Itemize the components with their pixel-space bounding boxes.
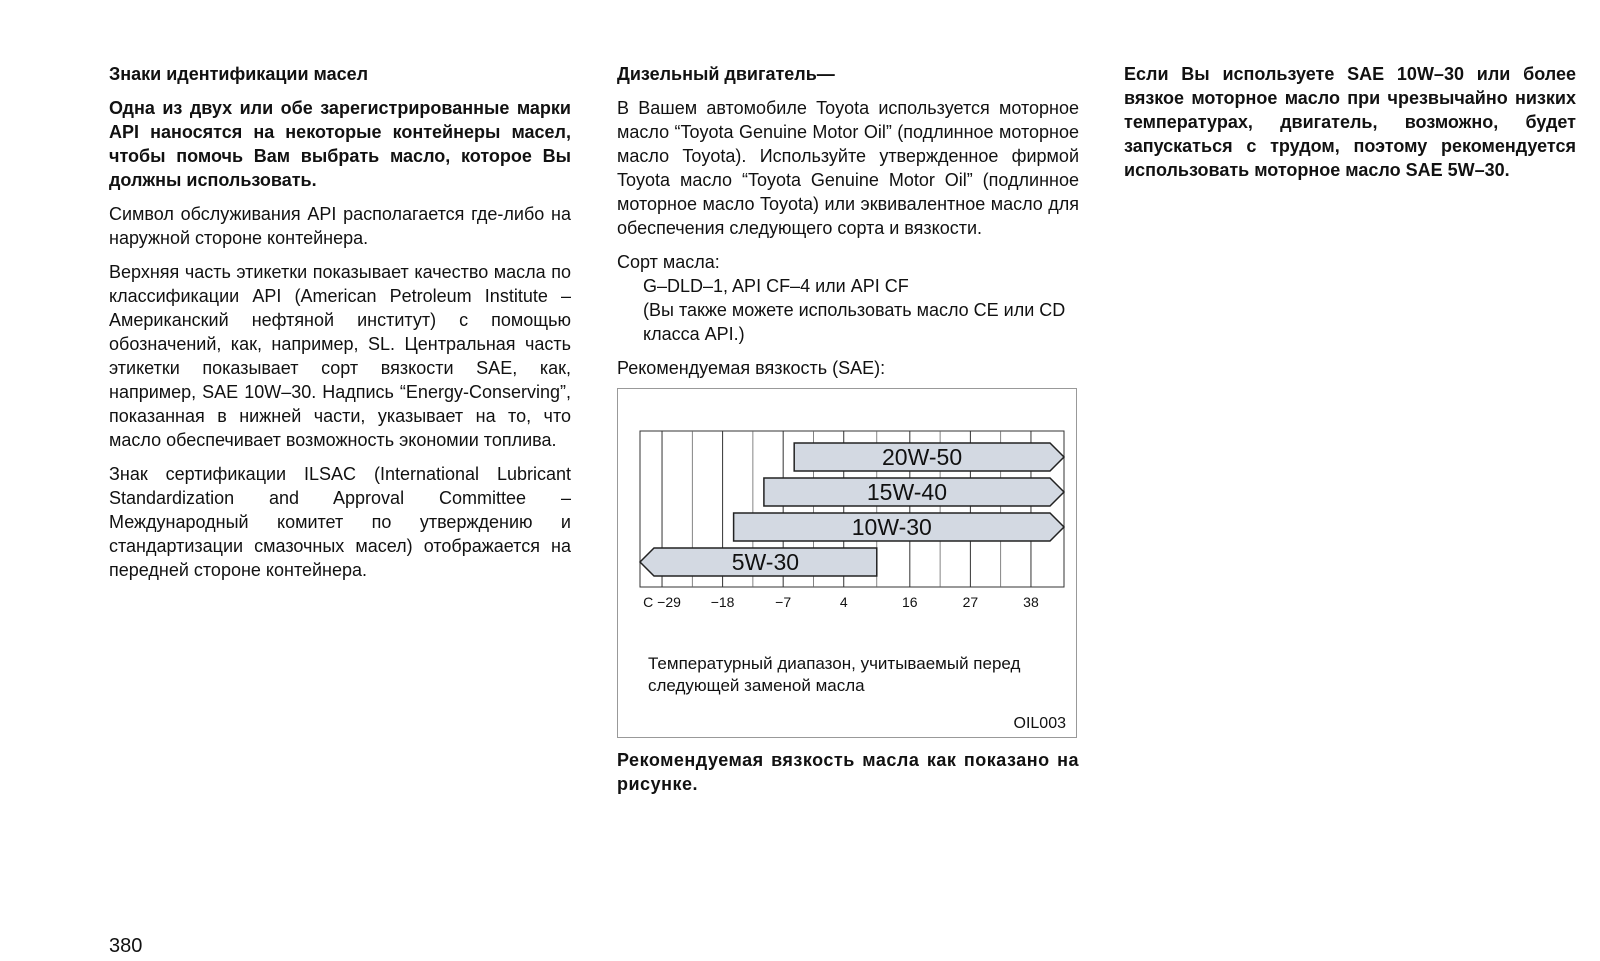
column-1: [109, 60, 571, 582]
viscosity-label: Рекомендуемая вязкость (SAE):: [617, 358, 886, 378]
tick-label: 16: [902, 594, 918, 610]
cold-start-paragraph: Если Вы используете SAE 10W–30 или более вязкое моторное масло при чрезвычайно низких температурах, двигатель, возможно, будет запускаться с трудом, поэтому рекомендуется использовать моторное масло SAE 5W–30.: [1124, 64, 1576, 180]
figure-code: OIL003: [1013, 715, 1066, 732]
tick-label: C −29: [643, 594, 681, 610]
oil-grade-label: Сорт масла:: [617, 252, 720, 272]
ilsac-paragraph: Знак сертификации ILSAC (International Lubricant Standardization and Approval Committee – Международный комитет по утверждению и стандартизации смазочных масел) отображается на передней стороне контейнера.: [109, 464, 571, 580]
oil-grade-note: (Вы также можете использовать масло CE или CD класса API.): [643, 300, 1066, 344]
section-heading-oil-marks: Знаки идентификации масел: [109, 64, 369, 84]
tick-label: 27: [962, 594, 979, 610]
oil-grade-value: G–DLD–1, API CF–4 или API CF: [643, 276, 909, 296]
viscosity-bar-label: 20W-50: [882, 444, 963, 470]
viscosity-figure: [617, 388, 1077, 738]
tick-label: 4: [839, 594, 848, 610]
tick-label: −18: [710, 594, 735, 610]
api-marks-paragraph: Одна из двух или обе зарегистрированные марки API наносятся на некоторые контейнеры масел, чтобы помочь Вам выбрать масло, которое Вы должны использовать.: [109, 98, 571, 190]
diesel-oil-paragraph: В Вашем автомобиле Toyota используется моторное масло “Toyota Genuine Motor Oil” (подлинное моторное масло Toyota). Используйте утвержденное фирмой Toyota масло “Toyota Genuine Motor Oil” (подлинное моторное масло Toyota) или эквивалентное масло для обеспечения следующего сорта и вязкости.: [617, 98, 1079, 238]
viscosity-bar-label: 5W-30: [731, 549, 800, 575]
figure-caption: Температурный диапазон, учитываемый перед следующей заменой масла: [648, 654, 1021, 695]
viscosity-bar-label: 15W-40: [866, 479, 948, 505]
tick-label: −7: [775, 594, 792, 610]
viscosity-note: Рекомендуемая вязкость масла как показано на рисунке.: [617, 750, 1079, 794]
label-top-paragraph: Верхняя часть этикетки показывает качество масла по классификации API (American Petroleum Institute – Американский нефтяной институт) с помощью обозначений, как, например, SL. Центральная часть этикетки показывает сорт вязкости SAE, как, например, SAE 10W–30. Надпись “Energy-Conserving”, показанная в нижней части, указывает на то, что масло обеспечивает возможность экономии топлива.: [109, 262, 571, 450]
page-number: 380: [109, 935, 143, 957]
viscosity-chart: [618, 389, 1078, 649]
column-2: [617, 60, 1079, 796]
section-heading-diesel: Дизельный двигатель—: [617, 64, 835, 84]
column-3: [1124, 60, 1576, 182]
tick-label: 38: [1023, 594, 1039, 610]
viscosity-bar-label: 10W-30: [851, 514, 932, 540]
api-symbol-paragraph: Символ обслуживания API располагается где-либо на наружной стороне контейнера.: [109, 204, 571, 248]
